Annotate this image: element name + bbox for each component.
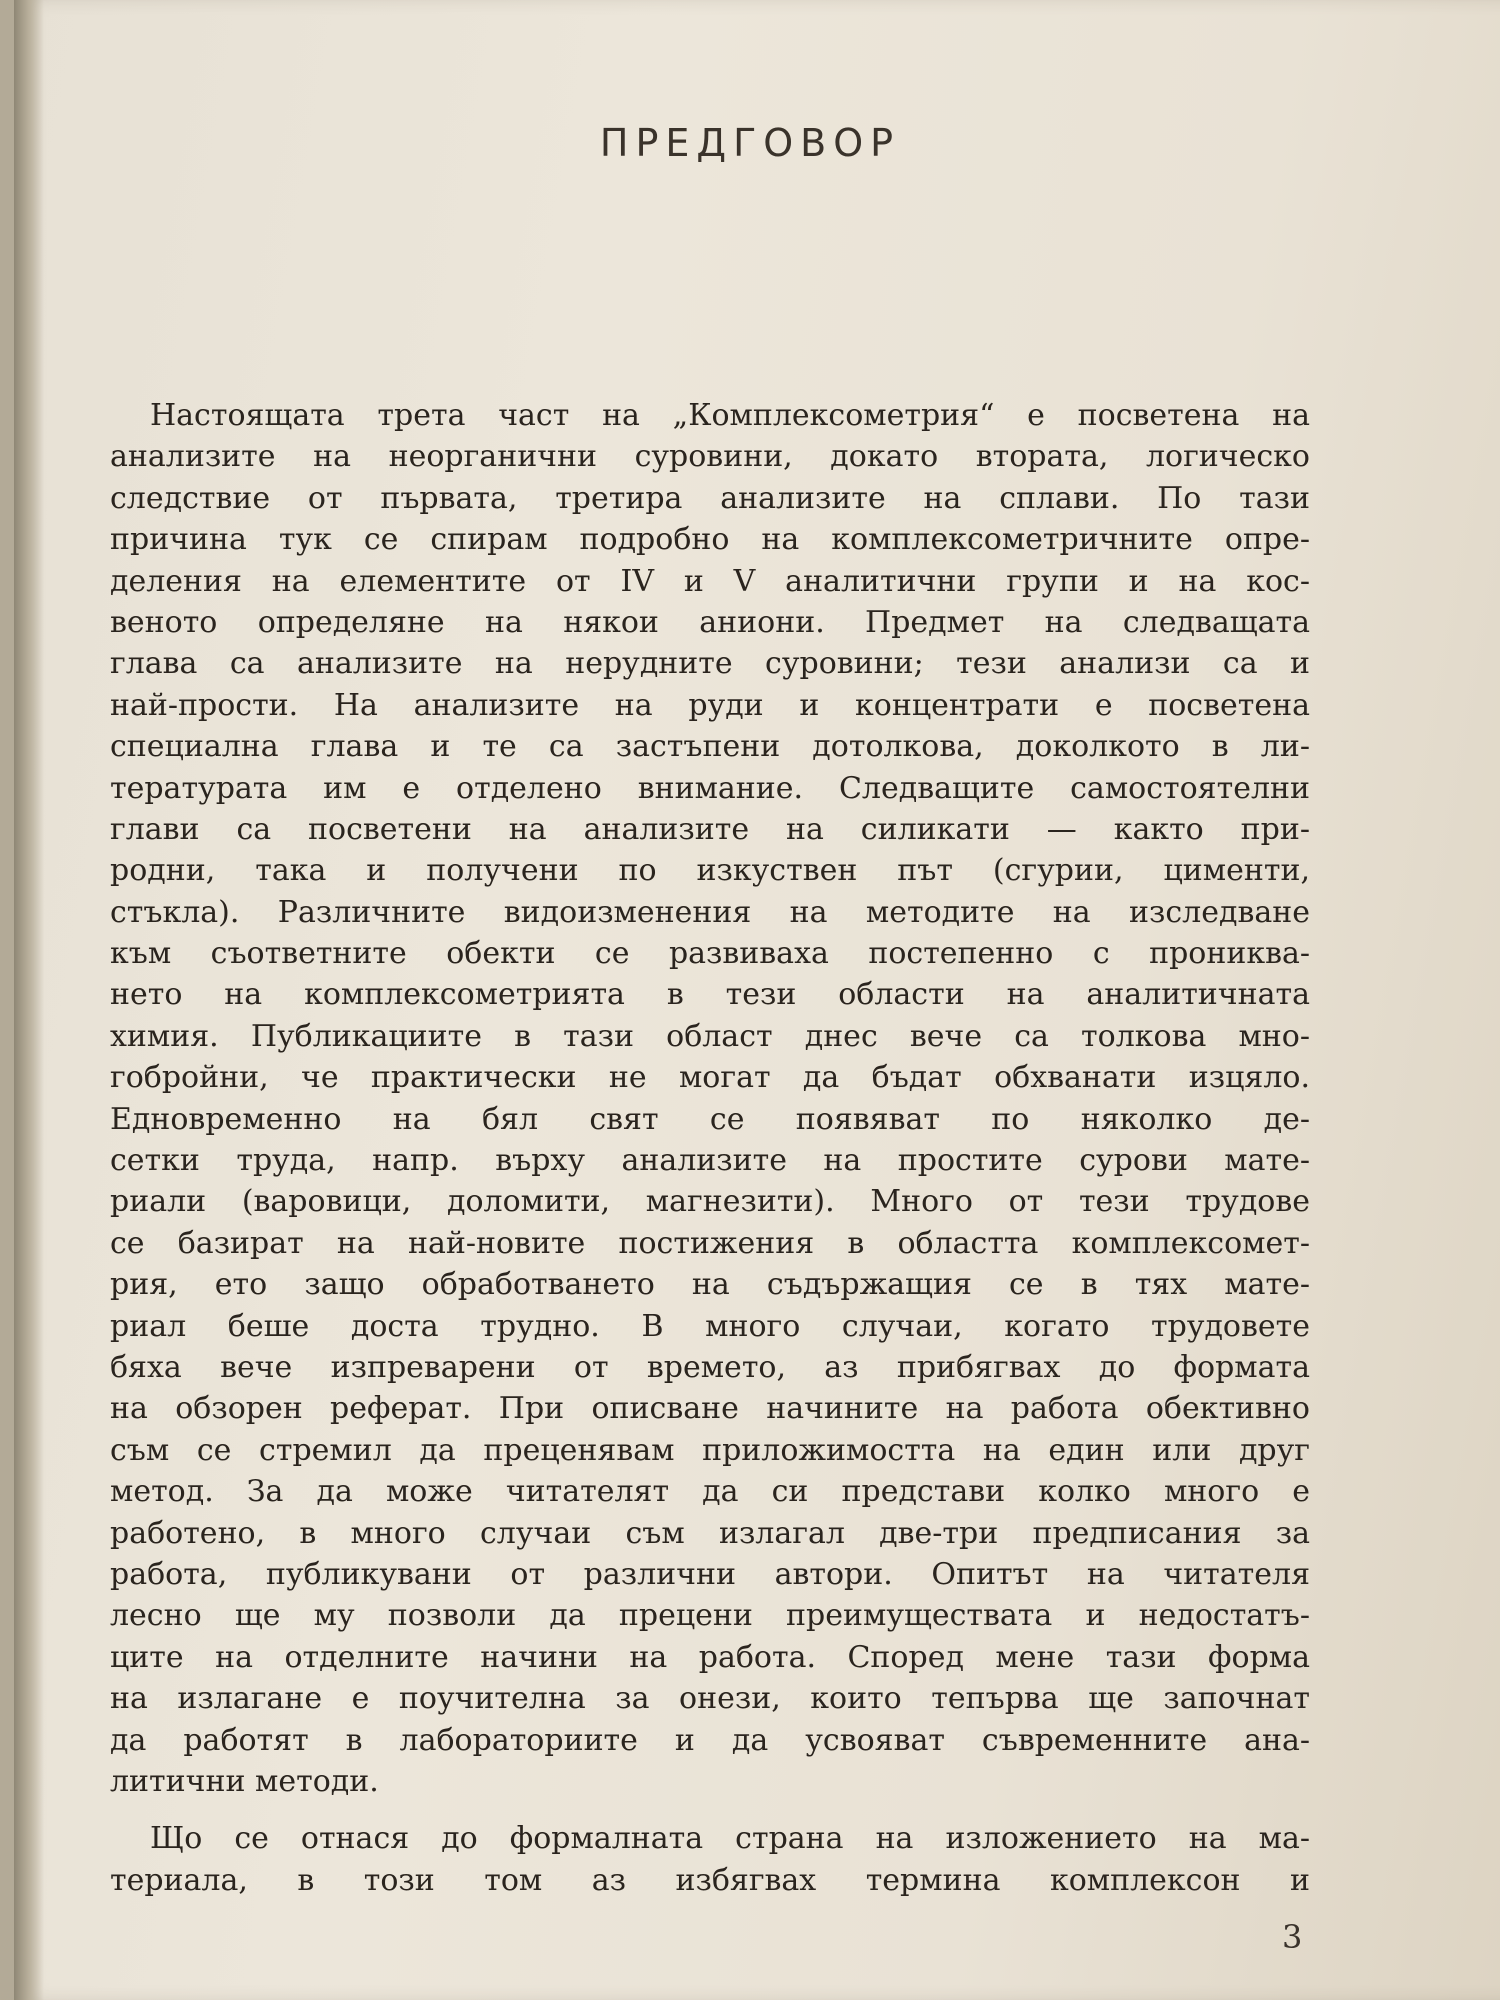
text-line: на излагане е поучителна за онези, които тепърва ще започнат	[110, 1681, 1310, 1717]
text-line: родни, така и получени по изкуствен път (сгурии, цименти,	[110, 853, 1310, 889]
text-line: тературата им е отделено внимание. Следващите самостоятелни	[110, 770, 1310, 806]
text-line: следствие от първата, третира анализите на сплави. По тази	[110, 480, 1310, 516]
book-spine-shadow	[14, 0, 44, 2000]
text-line: лесно ще му позволи да прецени преимуществата и недостатъ-	[110, 1598, 1310, 1634]
body-text	[110, 395, 1310, 1901]
text-line: причина тук се спирам подробно на комплексометричните опре-	[110, 522, 1310, 558]
text-line: рия, ето защо обработването на съдържащия се в тях мате-	[110, 1267, 1310, 1303]
text-line: глави са посветени на анализите на силикати — както при-	[110, 811, 1310, 847]
text-line: стъкла). Различните видоизменения на методите на изследване	[110, 894, 1310, 930]
text-line: Що се отнася до формалната страна на изложението на ма-	[150, 1821, 1310, 1857]
text-line: деления на елементите от IV и V аналитични групи и на кос-	[110, 563, 1310, 599]
text-line: се базират на най-новите постижения в областта комплексомет-	[110, 1225, 1310, 1261]
text-line: нето на комплексометрията в тези области на аналитичната	[110, 977, 1310, 1013]
text-line: анализите на неорганични суровини, докато втората, логическо	[110, 439, 1310, 475]
text-line: ците на отделните начини на работа. Според мене тази форма	[110, 1639, 1310, 1675]
text-line: риал беше доста трудно. В много случаи, когато трудовете	[110, 1308, 1310, 1344]
text-line: специална глава и те са застъпени дотолкова, доколкото в ли-	[110, 729, 1310, 765]
text-line: бяха вече изпреварени от времето, аз прибягвах до формата	[110, 1349, 1310, 1385]
text-line: най-прости. На анализите на руди и концентрати е посветена	[110, 687, 1310, 723]
text-line: риали (варовици, доломити, магнезити). Много от тези трудове	[110, 1184, 1310, 1220]
text-line: Едновременно на бял свят се появяват по няколко де-	[110, 1101, 1310, 1137]
text-line: работено, в много случаи съм излагал две-три предписания за	[110, 1515, 1310, 1551]
text-line: литични методи.	[110, 1763, 379, 1799]
text-line: териала, в този том аз избягвах термина комплексон и	[110, 1862, 1310, 1898]
paragraph-spacer	[110, 1802, 1310, 1818]
text-line: химия. Публикациите в тази област днес вече са толкова мно-	[110, 1018, 1310, 1054]
text-line: глава са анализите на нерудните суровини; тези анализи са и	[110, 646, 1310, 682]
text-line: съм се стремил да преценявам приложимостта на един или друг	[110, 1432, 1310, 1468]
text-line: веното определяне на някои аниони. Предмет на следващата	[110, 604, 1310, 640]
text-line: гобройни, че практически не могат да бъдат обхванати изцяло.	[110, 1060, 1310, 1096]
text-line: Настоящата трета част на „Комплексометрия“ е посветена на	[150, 398, 1310, 433]
paragraph-2	[110, 1818, 1310, 1901]
text-line: работа, публикувани от различни автори. Опитът на читателя	[110, 1556, 1310, 1592]
text-line: към съответните обекти се развиваха постепенно с прониква-	[110, 936, 1310, 972]
paragraph-1	[110, 395, 1310, 1802]
page-number: 3	[1282, 1918, 1303, 1956]
text-line: сетки труда, напр. върху анализите на простите сурови мате-	[110, 1143, 1310, 1179]
text-line: метод. За да може читателят да си представи колко много е	[110, 1474, 1310, 1510]
page-title: ПРЕДГОВОР	[599, 121, 901, 166]
text-line: на обзорен реферат. При описване начините на работа обективно	[110, 1391, 1310, 1427]
text-line: да работят в лабораториите и да усвояват съвременните ана-	[110, 1722, 1310, 1758]
